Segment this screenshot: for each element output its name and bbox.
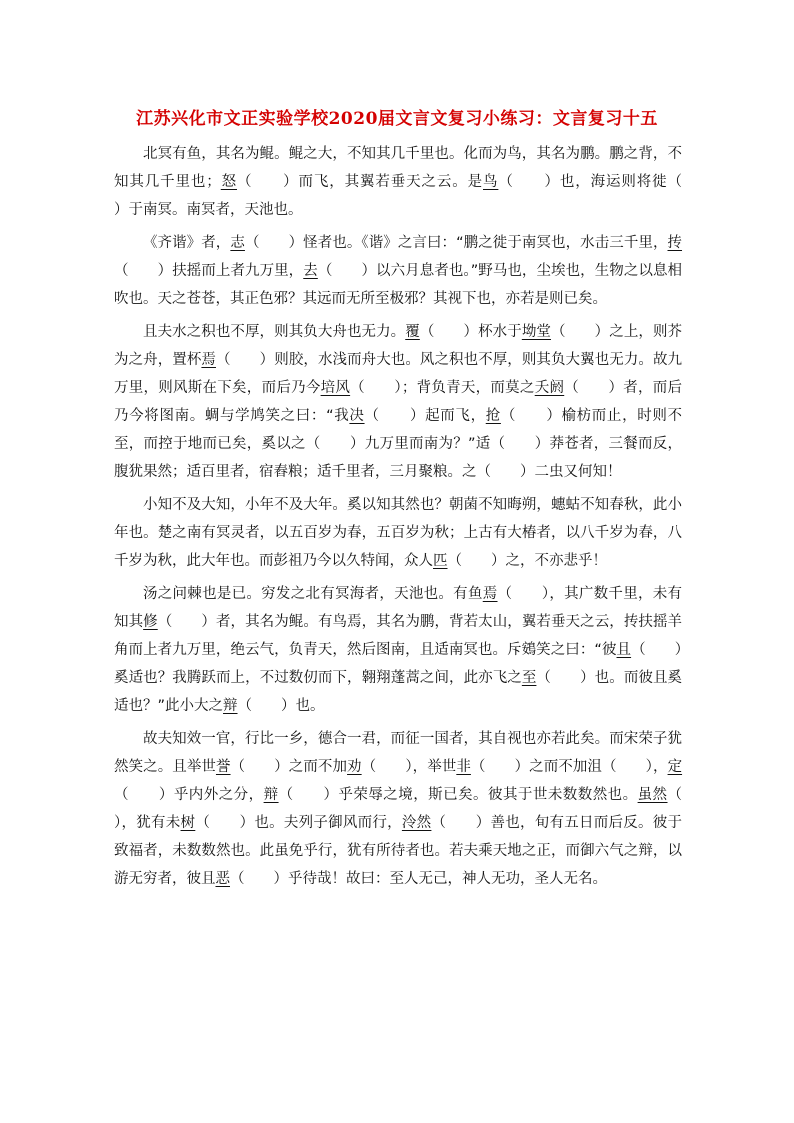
underlined-term: 去 [303, 263, 318, 279]
paragraph [114, 318, 682, 486]
text-segment: 汤之问棘也是已。穷发之北有冥海者，天池也。有鱼 [143, 586, 483, 602]
underlined-term: 坳堂 [521, 324, 551, 340]
underlined-term: 且 [616, 642, 632, 658]
underlined-term: 覆 [405, 324, 420, 340]
text-segment: （ ）之，不亦悲乎！ [447, 553, 607, 569]
text-segment: （ ）扶摇而上者九万里， [114, 263, 304, 279]
text-segment: （ ）而飞，其翼若垂天之云。是 [237, 174, 483, 190]
underlined-term: 定 [667, 759, 683, 775]
underlined-term: 焉 [201, 352, 216, 368]
text-segment: 且夫水之积也不厚，则其负大舟也无力。 [143, 324, 406, 340]
text-segment: （ ）；背负青天，而莫之 [350, 380, 535, 396]
text-segment: （ ）怪者也。《谐》之言曰：“鹏之徙于南冥也，水击三千里， [244, 235, 668, 251]
paragraph [114, 229, 682, 313]
underlined-term: 怒 [220, 174, 237, 190]
text-segment: （ ）也，海运则将徙（ ）于南冥。南冥者，天池也。 [114, 174, 711, 218]
text-segment: （ ）起而飞， [364, 408, 486, 424]
underlined-term: 培风 [320, 380, 351, 396]
text-segment: （ ）榆枋而止，时则不至，而控于地而已矣，奚以之（ ）九万里而南为？”适（ ）莽苍者，三餐而反，腹犹果然；适百里者，宿舂粮；适千里者，三月聚粮。之（ ）二虫又何知！ [114, 408, 683, 480]
underlined-term: 匹 [433, 553, 448, 569]
underlined-term: 非 [456, 759, 471, 775]
text-segment: （ ），犹有未 [114, 787, 712, 831]
underlined-term: 焉 [482, 586, 498, 602]
underlined-term: 虽然 [637, 787, 668, 803]
text-segment: （ ）也。而彼且奚适也？”此小大之 [114, 670, 683, 714]
underlined-term: 树 [180, 815, 196, 831]
paragraph [114, 725, 712, 893]
underlined-term: 抟 [667, 235, 683, 251]
document-title: 江苏兴化市文正实验学校2020届文言文复习小练习：文言复习十五 [136, 109, 658, 129]
underlined-term: 修 [143, 614, 158, 630]
underlined-term: 志 [230, 235, 245, 251]
text-segment: （ ）杯水于 [419, 324, 522, 340]
paragraph [114, 580, 682, 720]
text-segment: （ ）乎内外之分， [114, 787, 264, 803]
underlined-term: 恶 [215, 871, 230, 887]
text-segment: （ ）乎荣辱之境，斯已矣。彼其于世未数数然也。 [278, 787, 638, 803]
underlined-term: 抢 [485, 408, 501, 424]
text-segment: （ ）之而不加 [230, 759, 348, 775]
underlined-term: 夭阏 [534, 380, 565, 396]
text-segment: （ ），其广数千里，未有知其 [114, 586, 683, 630]
underlined-term: 鸟 [483, 174, 499, 190]
document-body [114, 140, 712, 898]
text-segment: （ ）则胶，水浅而舟大也。风之积也不厚，则其负大翼也无力。故九万里，则风斯在下矣，而后乃今 [114, 352, 683, 396]
underlined-term: 辩 [223, 698, 238, 714]
text-segment: （ ）善也，旬有五日而后反。彼于致福者，未数数然也。此虽免乎行，犹有所待者也。若夫乘天地之正，而御六气之辩，以游无穷者，彼且 [114, 815, 683, 887]
text-segment: 小知不及大知，小年不及大年。奚以知其然也？朝菌不知晦朔，蟪蛄不知春秋，此小年也。楚之南有冥灵者，以五百岁为春，五百岁为秋；上古有大椿者，以八千岁为春，八千岁为秋，此大年也。而彭祖乃今以久特闻，众人 [114, 497, 682, 569]
text-segment: （ ），举世 [361, 759, 457, 775]
text-segment: （ ）奚适也？我腾跃而上，不过数仞而下，翱翔蓬蒿之间，此亦飞之 [114, 642, 682, 686]
text-segment: （ ）以六月息者也。”野马也，尘埃也，生物之以息相吹也。天之苍苍，其正色邪？其远而无所至极邪？其视下也，亦若是则已矣。 [114, 263, 683, 307]
underlined-term: 泠然 [401, 815, 432, 831]
text-segment: 北冥有鱼，其名为鲲。鲲之大，不知其几千里也。化而为鸟，其名为鹏。鹏之背，不知其几千里也； [114, 146, 682, 190]
text-segment: （ ）也。 [237, 698, 325, 714]
text-segment: （ ）之上，则芥为之舟，置杯 [114, 324, 683, 368]
paragraph [114, 491, 682, 575]
text-segment: （ ）也。夫列子御风而行， [195, 815, 402, 831]
underlined-term: 劝 [347, 759, 362, 775]
underlined-term: 辩 [263, 787, 279, 803]
text-segment: （ ）者，而后乃今将图南。蜩与学鸠笑之曰：“我 [114, 380, 683, 424]
underlined-term: 至 [521, 670, 537, 686]
text-segment: （ ）者，其名为鲲。有鸟焉，其名为鹏，背若太山，翼若垂天之云，抟扶摇羊角而上者九万里，绝云气，负青天，然后图南，且适南冥也。斥鴳笑之曰：“彼 [114, 614, 683, 658]
underlined-term: 誉 [215, 759, 231, 775]
paragraph [114, 140, 711, 224]
text-segment: 《齐谐》者， [143, 235, 231, 251]
text-segment: （ ）乎待哉！故曰：至人无己，神人无功，圣人无名。 [230, 871, 607, 887]
underlined-term: 决 [349, 408, 365, 424]
text-segment: （ ）之而不加沮（ ）， [470, 759, 668, 775]
text-segment: 故夫知效一官，行比一乡，德合一君，而征一国者，其自视也亦若此矣。而宋荣子犹然笑之。且举世 [114, 731, 682, 775]
